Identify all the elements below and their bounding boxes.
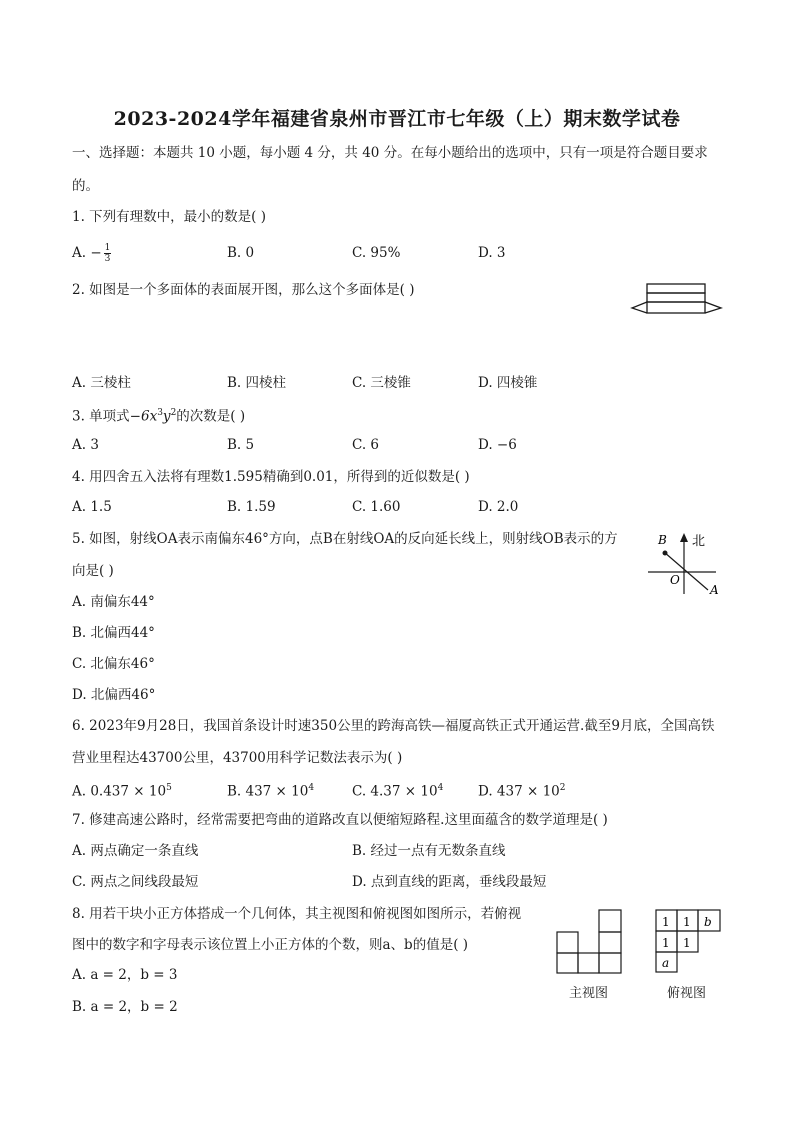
q7-stem: 7. 修建高速公路时，经常需要把弯曲的道路改直以便缩短路程.这里面蕴含的数学道理是( ) xyxy=(72,812,608,828)
q6-option-b-exp: 4 xyxy=(308,783,315,793)
q8-top-cell-4: 1 xyxy=(683,936,691,950)
q4-option-d: D. 2.0 xyxy=(478,499,519,515)
q5-option-d: D. 北偏西46° xyxy=(72,687,156,703)
q8-option-b: B. a = 2，b = 2 xyxy=(72,999,178,1015)
q8-top-cell-a: a xyxy=(662,956,670,970)
q4-option-b: B. 1.59 xyxy=(227,499,276,515)
section-heading-line2: 的。 xyxy=(72,178,99,194)
q3-exp1: 3 xyxy=(157,408,163,418)
q3-option-c: C. 6 xyxy=(352,437,380,453)
q8-main-view-label: 主视图 xyxy=(569,986,609,1001)
q2-option-d: D. 四棱锥 xyxy=(478,375,538,391)
q1-fraction-num: 1 xyxy=(104,243,111,253)
q7-option-c: C. 两点之间线段最短 xyxy=(72,874,199,890)
q5-north-label: 北 xyxy=(692,534,706,549)
q5-direction-figure xyxy=(644,528,726,600)
q6-option-b-base: B. 437 × 10 xyxy=(227,783,309,800)
q2-net-face-3 xyxy=(647,302,705,313)
page-title: 2023-2024学年福建省泉州市晋江市七年级（上）期末数学试卷 xyxy=(113,108,681,130)
q2-net-face-2 xyxy=(647,293,705,302)
q5-label-b: B xyxy=(658,533,667,547)
q2-option-b: B. 四棱柱 xyxy=(227,375,287,391)
q8-top-cell-1: 1 xyxy=(662,915,670,929)
q7-option-b: B. 经过一点有无数条直线 xyxy=(352,843,506,859)
q6-option-d xyxy=(478,778,566,802)
q3-stem-pre: 3. 单项式 xyxy=(72,408,130,425)
q5-point-b xyxy=(663,551,668,556)
q1-option-a xyxy=(72,243,111,264)
q8-stem-line1: 8. 用若干块小正方体搭成一个几何体，其主视图和俯视图如图所示，若俯视 xyxy=(72,906,522,922)
q1-stem: 1. 下列有理数中，最小的数是( ) xyxy=(72,209,266,225)
q8-main-view-figure xyxy=(555,908,625,974)
q4-option-a: A. 1.5 xyxy=(72,499,112,515)
q6-stem-line2: 营业里程达43700公里，43700用科学记数法表示为( ) xyxy=(72,750,403,766)
q6-option-c-exp: 4 xyxy=(437,783,444,793)
q1-fraction-den: 3 xyxy=(104,254,111,264)
q5-label-a: A xyxy=(710,583,719,597)
q3-stem-post: 的次数是( ) xyxy=(176,408,246,425)
q3-option-a: A. 3 xyxy=(72,437,99,453)
q3-stem-math2: y xyxy=(162,408,171,425)
q2-net-left-triangle xyxy=(632,302,647,313)
q1-option-b: B. 0 xyxy=(227,245,255,261)
q6-option-b xyxy=(227,778,314,802)
section-heading-line1: 一、选择题：本题共 10 小题，每小题 4 分，共 40 分。在每小题给出的选项中，只有一项是符合题目要求 xyxy=(72,145,708,161)
q6-option-c xyxy=(352,778,443,802)
q3-stem-math: −6x xyxy=(129,408,158,425)
q3-stem xyxy=(72,403,245,427)
q5-stem-line2: 向是( ) xyxy=(72,563,114,579)
q4-stem: 4. 用四舍五入法将有理数1.595精确到0.01，所得到的近似数是( ) xyxy=(72,469,470,485)
q3-option-d: D. −6 xyxy=(478,437,517,453)
q6-option-a-exp: 5 xyxy=(166,783,172,793)
q6-option-d-base: D. 437 × 10 xyxy=(478,783,560,800)
q1-option-d: D. 3 xyxy=(478,245,506,261)
q6-option-c-base: C. 4.37 × 10 xyxy=(352,783,438,800)
q8-top-cell-b: b xyxy=(704,915,712,929)
q8-top-cell-3: 1 xyxy=(662,936,670,950)
q8-top-view-label: 俯视图 xyxy=(667,986,707,1001)
q1-option-c: C. 95% xyxy=(352,245,401,261)
q2-net-figure xyxy=(630,282,724,318)
q4-option-c: C. 1.60 xyxy=(352,499,401,515)
q8-top-view-figure xyxy=(654,908,724,974)
q7-option-a: A. 两点确定一条直线 xyxy=(72,843,199,859)
q7-option-d: D. 点到直线的距离，垂线段最短 xyxy=(352,874,547,890)
q2-stem: 2. 如图是一个多面体的表面展开图，那么这个多面体是( ) xyxy=(72,282,415,298)
q5-north-arrow-icon xyxy=(680,533,688,542)
q1-fraction xyxy=(104,243,112,264)
q6-option-d-exp: 2 xyxy=(559,783,566,793)
q8-top-cell-2: 1 xyxy=(683,915,691,929)
q8-stem-line2: 图中的数字和字母表示该位置上小正方体的个数，则a、b的值是( ) xyxy=(72,937,469,953)
q6-option-a-base: A. 0.437 × 10 xyxy=(72,783,167,800)
q2-net-right-triangle xyxy=(705,302,721,313)
q3-exp2: 2 xyxy=(170,408,177,418)
q5-option-b: B. 北偏西44° xyxy=(72,625,155,641)
q5-label-o: O xyxy=(670,573,680,587)
q2-option-c: C. 三棱锥 xyxy=(352,375,411,391)
q5-option-c: C. 北偏东46° xyxy=(72,656,155,672)
q2-option-a: A. 三棱柱 xyxy=(72,375,131,391)
q5-stem-line1: 5. 如图，射线OA表示南偏东46°方向，点B在射线OA的反向延长线上，则射线OB表示的方 xyxy=(72,531,618,547)
q6-stem-line1: 6. 2023年9月28日，我国首条设计时速350公里的跨海高铁—福厦高铁正式开通运营.截至9月底，全国高铁 xyxy=(72,718,715,734)
q3-option-b: B. 5 xyxy=(227,437,255,453)
q5-option-a: A. 南偏东44° xyxy=(72,594,155,610)
q1-option-a-prefix: A. − xyxy=(72,245,102,261)
q2-net-face-1 xyxy=(647,284,705,293)
q6-option-a xyxy=(72,778,172,802)
q8-option-a: A. a = 2，b = 3 xyxy=(72,967,178,983)
